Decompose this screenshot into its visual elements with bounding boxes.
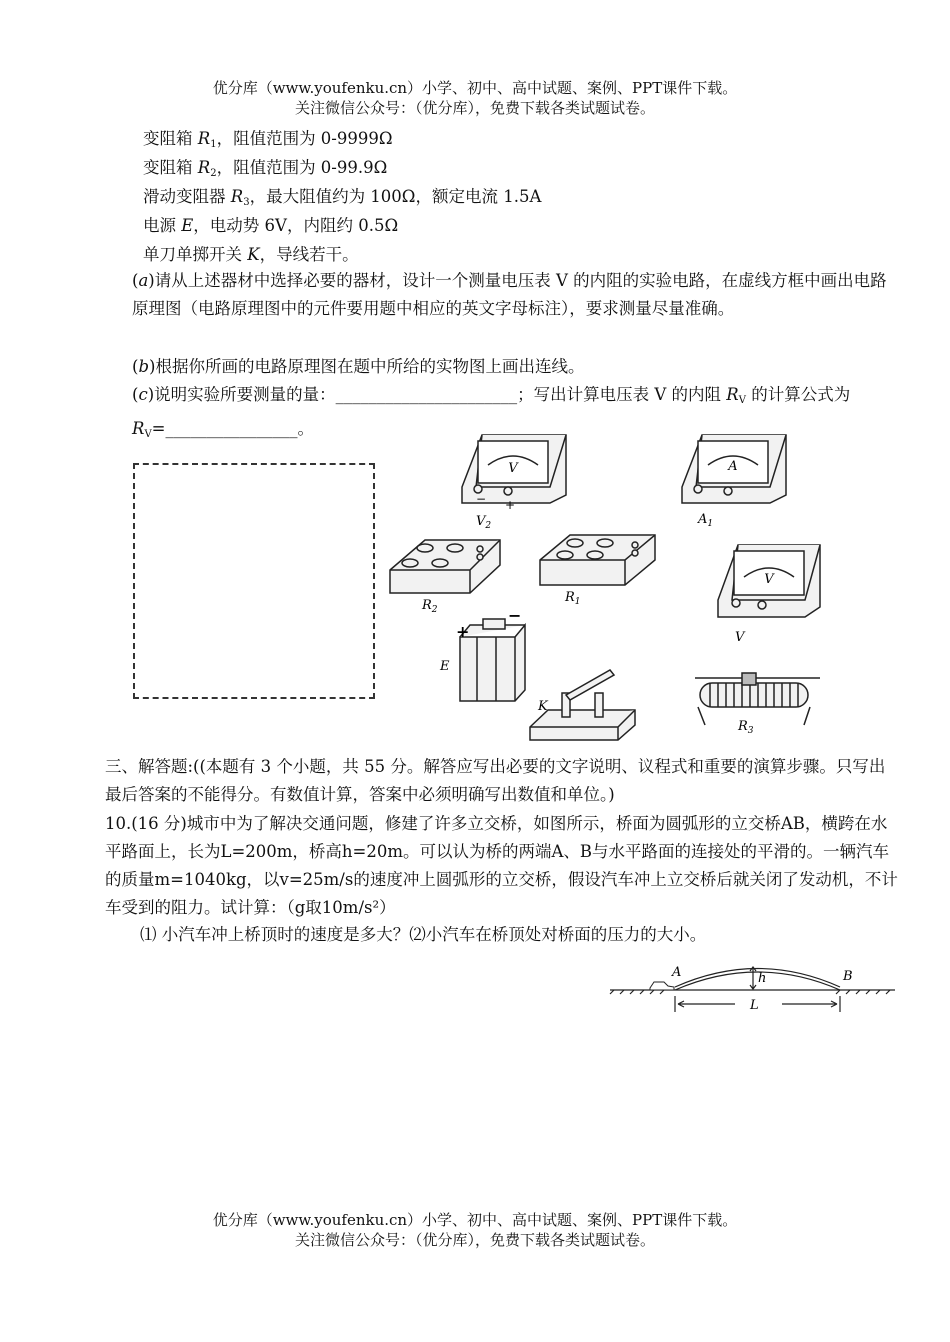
label-e: E [440,659,450,674]
q9-part-c: (c)说明实验所要测量的量：______________________；写出计算电压表 V 的内阻 $R_V$ 的计算公式为 $R_V=\_\_\_\_\_\_\_\_\_\_\_\_\_\_\_\_$。 [132,385,851,440]
section-3-heading: 三、解答题:((本题有 3 个小题，共 55 分。解答应写出必要的文字说明、议程式和重要的演算步骤。只写出最后答案的不能得分。有数值计算，答案中必须明确写出数值和单位。) [105,757,886,804]
label-v2: $V_2$ [476,514,492,531]
plus-sign: + [505,498,516,512]
equipment-item: 变阻箱 $R_2$，阻值范围为 0-99.9Ω [143,158,388,179]
label-r3: $R_3$ [738,719,754,736]
car-icon [650,982,674,990]
label-r2: $R_2$ [422,598,438,615]
battery-plus: + [456,622,470,641]
rheostat-r3-icon [695,673,820,725]
q10-text: 10.(16 分)城市中为了解决交通问题，修建了许多立交桥，如图所示，桥面为圆弧形的立交桥AB，横跨在水平路面上，长为L=200m，桥高h=20m。可以认为桥的两端A、B与水平路面的连接处的平滑的。一辆汽车的质量m=1040kg，以v=25m/s的速度冲上圆弧形的立交桥，假设汽车冲上立交桥后就关闭了发动机，不计车受到的阻力。试计算：（g取10m/s²） [105,814,898,917]
equipment-item: 电源 E，电动势 6V，内阻约 0.5Ω [143,216,399,235]
label-v: V [735,630,745,645]
q9-part-a: (a)请从上述器材中选择必要的器材，设计一个测量电压表 V 的内阻的实验电路，在虚线方框中画出电路原理图（电路原理图中的元件要用题中相应的英文字母标注），要求测量尽量准确。 [132,271,887,318]
meter-a1-letter: A [728,459,738,474]
label-k: K [538,699,548,714]
equipment-item: 单刀单掷开关 K，导线若干。 [143,245,359,264]
footer-line-1: 优分库（www.youfenku.cn）小学、初中、高中试题、案例、PPT课件下载。 [212,1211,738,1229]
bridge-label-a: A [672,965,682,980]
battery-e-icon [460,619,525,701]
resistance-box-r2-icon [390,540,500,593]
minus-sign: − [476,492,487,506]
bridge-label-h: h [758,971,767,986]
q9-part-b: (b)根据你所画的电路原理图在题中所给的实物图上画出连线。 [132,357,585,376]
battery-minus: − [508,606,522,625]
bridge-label-b: B [843,969,853,984]
equipment-item: 滑动变阻器 $R_3$，最大阻值约为 100Ω，额定电流 1.5A [143,187,542,208]
bridge-figure [610,960,900,1020]
header-line-1: 优分库（www.youfenku.cn）小学、初中、高中试题、案例、PPT课件下载。 [212,79,738,97]
header-line-2: 关注微信公众号：（优分库），免费下载各类试题试卷。 [294,99,655,117]
meter-v2-letter: V [508,461,518,476]
label-a1: $A_1$ [698,512,714,529]
footer-line-2: 关注微信公众号：（优分库），免费下载各类试题试卷。 [294,1231,655,1249]
meter-v-letter: V [764,572,774,587]
equipment-item: 变阻箱 $R_1$，阻值范围为 0-9999Ω [143,129,393,150]
q10-sub-questions: ⑴ 小汽车冲上桥顶时的速度是多大？⑵小汽车在桥顶处对桥面的压力的大小。 [140,925,707,944]
resistance-box-r1-icon [540,535,655,585]
equipment-figure [380,425,850,745]
circuit-diagram-box[interactable] [133,463,375,699]
bridge-label-l: L [750,998,759,1013]
label-r1: $R_1$ [565,590,581,607]
